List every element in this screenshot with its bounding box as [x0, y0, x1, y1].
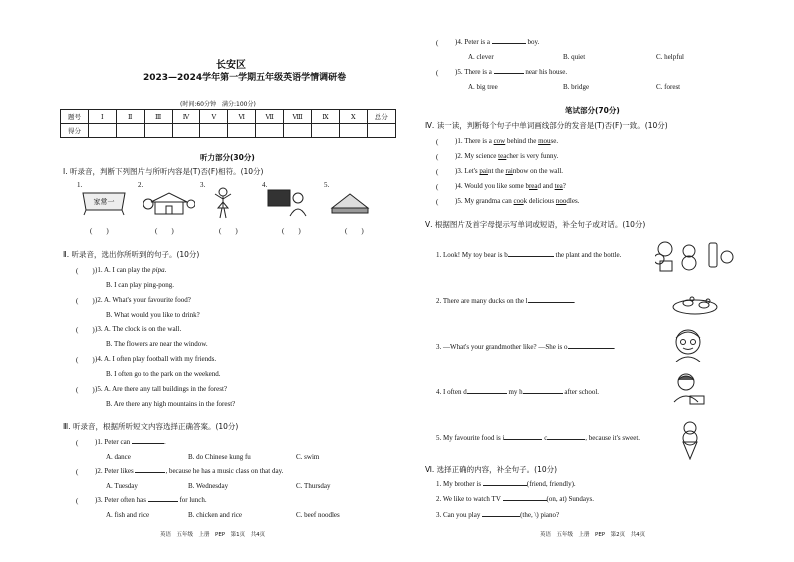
sentence: )1. There is a cow behind the mouse.	[455, 137, 559, 145]
footer-right: 英语 五年级 上册 PEP 第2页 共4页	[540, 532, 646, 538]
dancing-girl-image	[212, 186, 234, 220]
question: )5. There is a near his house.	[455, 68, 568, 76]
fill-blank[interactable]	[483, 485, 527, 486]
fill-blank[interactable]	[547, 439, 585, 440]
score-col: Ⅲ	[144, 110, 172, 124]
picture-number: 3.	[200, 181, 206, 189]
score-cell[interactable]	[116, 124, 144, 138]
option: B. chicken and rice	[188, 511, 243, 519]
question: )1. Peter can .	[95, 438, 166, 446]
exam-title: 2023—2024学年第一学期五年级英语学情调研卷	[143, 73, 347, 83]
fill-blank[interactable]	[492, 43, 526, 44]
option: C. swim	[296, 453, 320, 461]
sentence: 3. Can you play (the, \) piano?	[436, 511, 560, 519]
answer-paren[interactable]: (	[436, 168, 453, 176]
option: B. bridge	[563, 83, 590, 91]
score-cell[interactable]	[172, 124, 200, 138]
answer-paren[interactable]: (	[436, 138, 453, 146]
answer-paren[interactable]: (	[76, 497, 93, 505]
answer-paren[interactable]: (	[76, 439, 93, 447]
fill-blank[interactable]	[148, 501, 178, 502]
option: A. fish and rice	[106, 511, 150, 519]
fill-blank[interactable]	[494, 73, 524, 74]
boy-homework-image	[668, 372, 708, 406]
score-col: Ⅴ	[200, 110, 228, 124]
option: A. dance	[106, 453, 131, 461]
score-cell[interactable]	[284, 124, 312, 138]
picture-number: 2.	[138, 181, 144, 189]
sentence: 1. My brother is (friend, friendly).	[436, 480, 576, 488]
option: C. helpful	[656, 53, 684, 61]
score-col: Ⅱ	[116, 110, 144, 124]
section-2-heading: Ⅱ. 听录音，选出你所听到的句子。(10分)	[63, 250, 200, 259]
option-a: )4. A. I often play football with my friends.	[95, 355, 217, 363]
option: C. beef noodles	[296, 511, 340, 519]
option-b: B. I often go to the park on the weekend.	[106, 370, 221, 378]
ducks-lake-image	[672, 285, 718, 315]
written-title: 笔试部分(70分)	[565, 106, 620, 115]
fill-blank[interactable]	[467, 393, 507, 394]
answer-paren[interactable]: ( )	[90, 227, 109, 235]
option-a: )1. A. I can play the pipa.	[95, 266, 167, 274]
teacher-blackboard-image	[266, 188, 308, 218]
fill-blank[interactable]	[503, 500, 547, 501]
score-table-header-row	[61, 110, 396, 124]
score-cell[interactable]	[312, 124, 340, 138]
toy-bear-plant-image	[655, 237, 735, 273]
score-col: Ⅷ	[284, 110, 312, 124]
answer-paren[interactable]: (	[436, 183, 453, 191]
score-col: Ⅵ	[228, 110, 256, 124]
score-cell[interactable]	[367, 124, 395, 138]
option: A. clever	[468, 53, 494, 61]
score-label: 得分	[61, 124, 89, 138]
score-table	[60, 109, 396, 138]
fill-blank[interactable]	[568, 348, 614, 349]
fill-blank[interactable]	[508, 256, 554, 257]
fill-blank[interactable]	[504, 439, 542, 440]
answer-paren[interactable]: ( )	[76, 386, 95, 394]
answer-paren[interactable]: ( )	[282, 227, 301, 235]
sentence: 4. I often d my h after school.	[436, 388, 600, 396]
answer-paren[interactable]: (	[76, 468, 93, 476]
picture-number: 4.	[262, 181, 268, 189]
answer-paren[interactable]: (	[436, 198, 453, 206]
score-cell[interactable]	[256, 124, 284, 138]
sentence: 2. There are many ducks on the l .	[436, 297, 576, 305]
sentence: )4. Would you like some bread and tea?	[455, 182, 566, 190]
fill-blank[interactable]	[482, 516, 520, 517]
option: B. Wednesday	[188, 482, 229, 490]
score-table-score-row	[61, 124, 396, 138]
score-col: Ⅸ	[312, 110, 340, 124]
fill-blank[interactable]	[523, 393, 563, 394]
question: )4. Peter is a boy.	[455, 38, 540, 46]
question: )2. Peter likes , because he has a music class on that day.	[95, 467, 284, 475]
score-col: Ⅳ	[172, 110, 200, 124]
option: A. big tree	[468, 83, 498, 91]
section-3-heading: Ⅲ. 听录音，根据所听短文内容选择正确答案。(10分)	[63, 422, 239, 431]
score-cell[interactable]	[200, 124, 228, 138]
score-cell[interactable]	[88, 124, 116, 138]
sentence: 3. —What's your grandmother like? —She is o .	[436, 343, 616, 351]
answer-paren[interactable]: ( )	[155, 227, 174, 235]
option: B. quiet	[563, 53, 586, 61]
fill-blank[interactable]	[132, 443, 164, 444]
sentence: 2. We like to watch TV (on, at) Sundays.	[436, 495, 594, 503]
fill-blank[interactable]	[528, 302, 574, 303]
score-col-total: 总分	[367, 110, 395, 124]
score-col: Ⅰ	[88, 110, 116, 124]
answer-paren[interactable]: (	[436, 153, 453, 161]
sentence: 5. My favourite food is i c , because it's sweet.	[436, 434, 641, 442]
option: C. forest	[656, 83, 681, 91]
answer-paren[interactable]: ( )	[219, 227, 238, 235]
section-5-heading: Ⅴ. 根据图片及首字母提示写单词或短语，补全句子或对话。(10分)	[425, 220, 646, 229]
section-6-heading: Ⅵ. 选择正确的内容，补全句子。(10分)	[425, 465, 558, 474]
answer-paren[interactable]: (	[436, 69, 453, 77]
sign-text: 家常一	[93, 198, 115, 206]
answer-paren[interactable]: ( )	[76, 356, 95, 364]
option-a: )5. A. Are there any tall buildings in the forest?	[95, 385, 227, 393]
time-info: (时间:60分钟 满分:100分)	[180, 101, 256, 108]
score-cell[interactable]	[339, 124, 367, 138]
footer-left: 英语 五年级 上册 PEP 第1页 共4页	[160, 532, 266, 538]
section-1-heading: Ⅰ. 听录音，判断下列图片与所听内容是(T)否(F)相符。(10分)	[63, 167, 264, 176]
sentence: )5. My grandma can cook delicious noodles.	[455, 197, 580, 205]
answer-paren[interactable]: ( )	[345, 227, 364, 235]
sentence: 1. Look! My toy bear is b the plant and the bottle.	[436, 251, 622, 259]
option-b: B. Are there any high mountains in the forest?	[106, 400, 236, 408]
picture-number: 1.	[77, 181, 83, 189]
option-a: )2. A. What's your favourite food?	[95, 296, 191, 304]
district-title: 长安区	[216, 60, 246, 71]
house-trees-image	[143, 190, 195, 216]
score-cell[interactable]	[228, 124, 256, 138]
sentence: )2. My science teacher is very funny.	[455, 152, 559, 160]
score-cell[interactable]	[144, 124, 172, 138]
fill-blank[interactable]	[135, 472, 165, 473]
restaurant-sign-image	[80, 190, 128, 216]
option: C. Thursday	[296, 482, 331, 490]
answer-paren[interactable]: (	[436, 39, 453, 47]
sentence: )3. Let's paint the rainbow on the wall.	[455, 167, 564, 175]
score-label: 题号	[61, 110, 89, 124]
option-b: B. I can play ping-pong.	[106, 281, 175, 289]
section-4-heading: Ⅳ. 读一读，判断每个句子中单词画线部分的发音是(T)否(F)一致。(10分)	[425, 121, 668, 130]
score-col: Ⅶ	[256, 110, 284, 124]
ice-cream-image	[678, 420, 702, 460]
answer-paren[interactable]: ( )	[76, 326, 95, 334]
option-b: B. What would you like to drink?	[106, 311, 200, 319]
picture-number: 5.	[324, 181, 330, 189]
score-col: Ⅹ	[339, 110, 367, 124]
listening-title: 听力部分(30分)	[200, 153, 255, 162]
grandmother-image	[670, 328, 706, 362]
option-b: B. The flowers are near the window.	[106, 340, 208, 348]
option-a: )3. A. The clock is on the wall.	[95, 325, 182, 333]
option: A. Tuesday	[106, 482, 138, 490]
option: B. do Chinese kung fu	[188, 453, 251, 461]
question: )3. Peter often has for lunch.	[95, 496, 207, 504]
answer-paren[interactable]: ( )	[76, 297, 95, 305]
answer-paren[interactable]: ( )	[76, 267, 95, 275]
sandwich-image	[330, 190, 370, 216]
